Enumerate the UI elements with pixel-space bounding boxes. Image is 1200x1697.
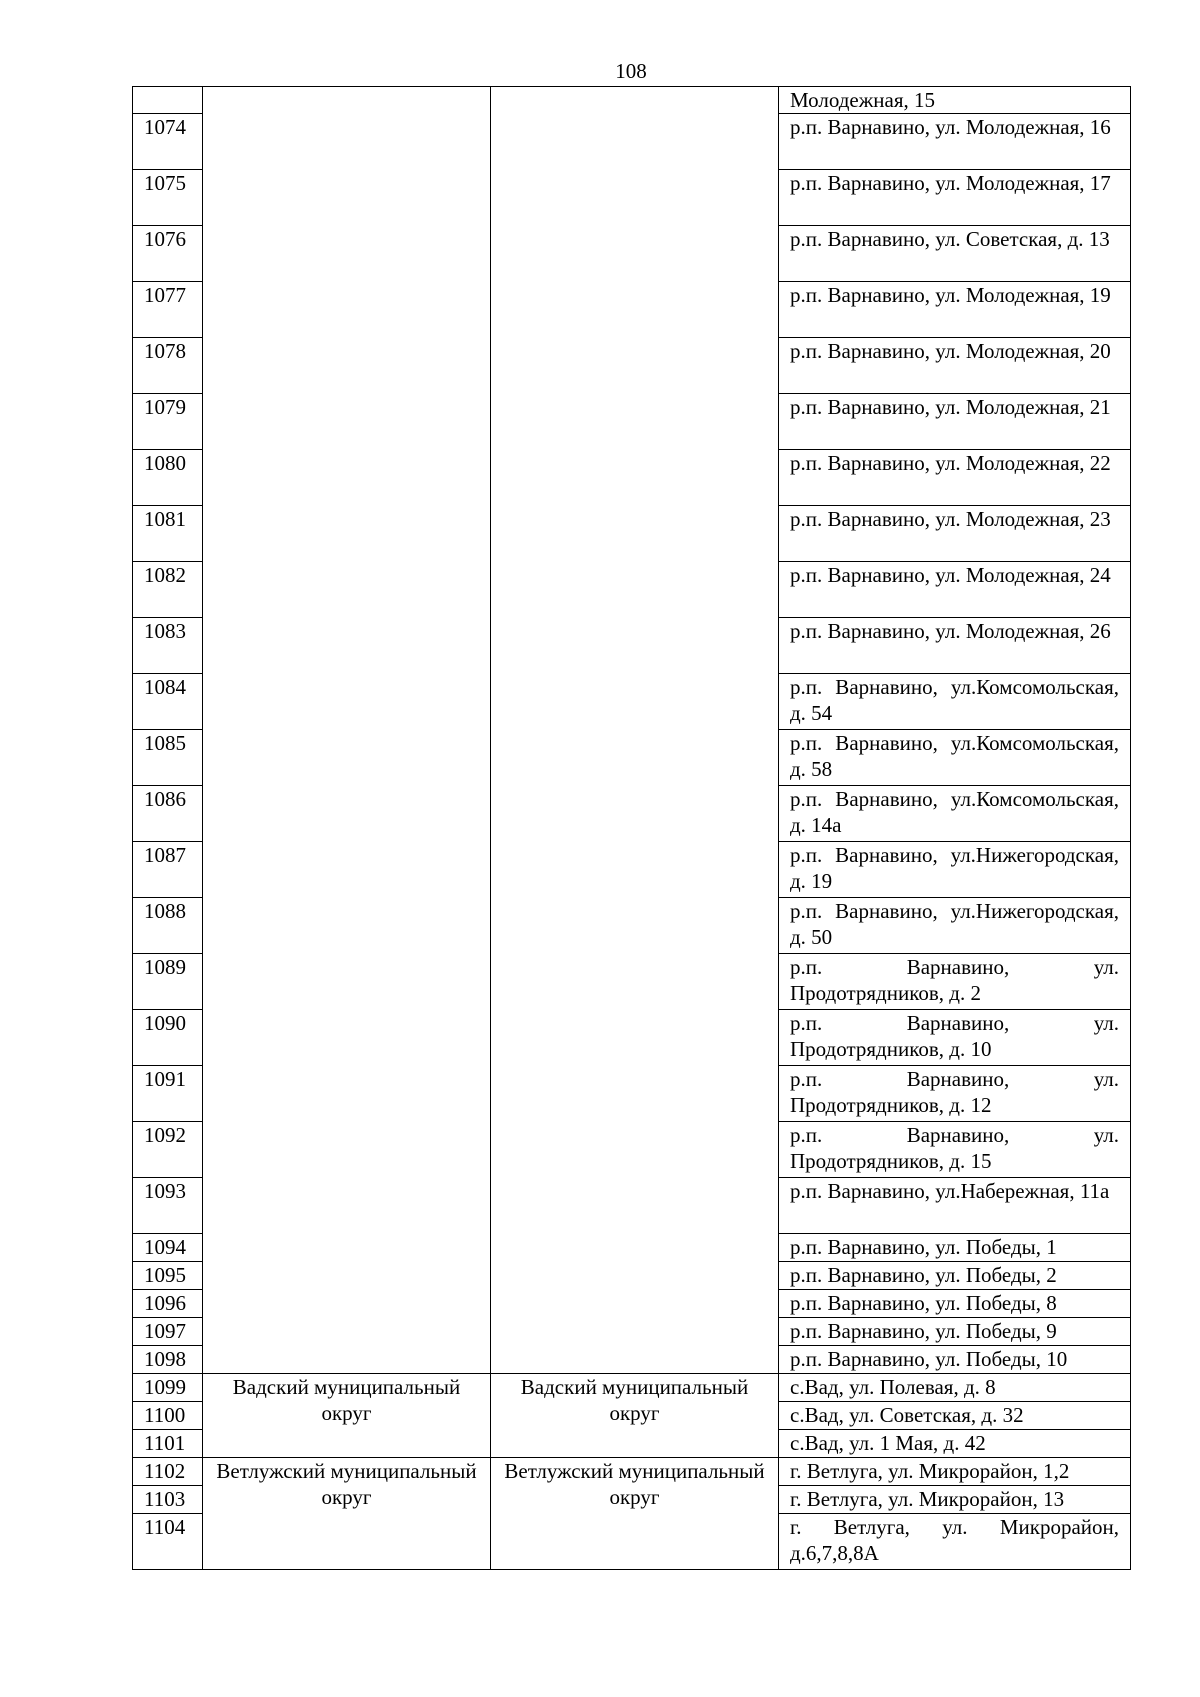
address-cell: г. Ветлуга, ул. Микрорайон, 13 [779,1486,1131,1514]
row-number: 1080 [133,450,203,506]
municipality-cell-varnavino [491,87,779,1374]
address-cell: р.п. Варнавино, ул. Продотрядников, д. 10 [779,1010,1131,1066]
address-cell: р.п. Варнавино, ул.Комсомольская, д. 54 [779,674,1131,730]
address-cell: р.п. Варнавино, ул.Комсомольская, д. 58 [779,730,1131,786]
row-number: 1088 [133,898,203,954]
row-number: 1093 [133,1178,203,1234]
address-table [132,86,1131,1570]
row-number: 1074 [133,114,203,170]
row-number: 1097 [133,1318,203,1346]
row-number: 1098 [133,1346,203,1374]
address-cell: Молодежная, 15 [779,87,1131,114]
row-number: 1094 [133,1234,203,1262]
row-number: 1078 [133,338,203,394]
row-number: 1100 [133,1402,203,1430]
row-number: 1086 [133,786,203,842]
address-cell: р.п. Варнавино, ул.Нижегородская, д. 50 [779,898,1131,954]
row-number: 1079 [133,394,203,450]
row-number: 1099 [133,1374,203,1402]
address-cell: р.п. Варнавино, ул. Молодежная, 20 [779,338,1131,394]
row-number: 1102 [133,1458,203,1486]
address-cell: г. Ветлуга, ул. Микрорайон, д.6,7,8,8А [779,1514,1131,1570]
row-number: 1101 [133,1430,203,1458]
address-cell: р.п. Варнавино, ул. Победы, 1 [779,1234,1131,1262]
address-cell: р.п. Варнавино, ул.Набережная, 11а [779,1178,1131,1234]
address-cell: г. Ветлуга, ул. Микрорайон, 1,2 [779,1458,1131,1486]
municipality-cell-vad: Вадский муниципальный округ [491,1374,779,1458]
row-number: 1084 [133,674,203,730]
row-number: 1082 [133,562,203,618]
address-cell: р.п. Варнавино, ул. Продотрядников, д. 2 [779,954,1131,1010]
row-number: 1083 [133,618,203,674]
address-cell: с.Вад, ул. 1 Мая, д. 42 [779,1430,1131,1458]
row-number: 1096 [133,1290,203,1318]
address-cell: р.п. Варнавино, ул. Молодежная, 22 [779,450,1131,506]
table-row [133,87,1131,114]
row-number: 1087 [133,842,203,898]
address-cell: р.п. Варнавино, ул. Продотрядников, д. 12 [779,1066,1131,1122]
address-cell: р.п. Варнавино, ул. Молодежная, 26 [779,618,1131,674]
address-cell: р.п. Варнавино, ул. Советская, д. 13 [779,226,1131,282]
address-cell: р.п. Варнавино, ул.Комсомольская, д. 14а [779,786,1131,842]
address-cell: р.п. Варнавино, ул. Победы, 2 [779,1262,1131,1290]
address-cell: р.п. Варнавино, ул. Молодежная, 16 [779,114,1131,170]
address-cell: р.п. Варнавино, ул. Победы, 9 [779,1318,1131,1346]
address-cell: р.п. Варнавино, ул. Победы, 10 [779,1346,1131,1374]
row-number: 1085 [133,730,203,786]
address-cell: р.п. Варнавино, ул. Продотрядников, д. 15 [779,1122,1131,1178]
row-number: 1092 [133,1122,203,1178]
row-number: 1075 [133,170,203,226]
table-row [133,1374,1131,1402]
row-number: 1091 [133,1066,203,1122]
address-cell: р.п. Варнавино, ул. Молодежная, 21 [779,394,1131,450]
district-cell-vad: Вадский муниципальный округ [203,1374,491,1458]
row-number: 1090 [133,1010,203,1066]
row-number: 1089 [133,954,203,1010]
table-row [133,1458,1131,1486]
row-number: 1077 [133,282,203,338]
municipality-cell-vetluga: Ветлужский муниципальный округ [491,1458,779,1570]
address-cell: с.Вад, ул. Советская, д. 32 [779,1402,1131,1430]
address-cell: с.Вад, ул. Полевая, д. 8 [779,1374,1131,1402]
district-cell-vetluga: Ветлужский муниципальный округ [203,1458,491,1570]
address-cell: р.п. Варнавино, ул. Молодежная, 24 [779,562,1131,618]
row-number: 1095 [133,1262,203,1290]
address-cell: р.п. Варнавино, ул. Молодежная, 19 [779,282,1131,338]
address-cell: р.п. Варнавино, ул.Нижегородская, д. 19 [779,842,1131,898]
row-number: 1104 [133,1514,203,1570]
address-cell: р.п. Варнавино, ул. Молодежная, 23 [779,506,1131,562]
row-number [133,87,203,114]
row-number: 1081 [133,506,203,562]
district-cell-varnavino [203,87,491,1374]
row-number: 1103 [133,1486,203,1514]
page-number: 108 [615,59,647,83]
row-number: 1076 [133,226,203,282]
address-cell: р.п. Варнавино, ул. Победы, 8 [779,1290,1131,1318]
address-cell: р.п. Варнавино, ул. Молодежная, 17 [779,170,1131,226]
